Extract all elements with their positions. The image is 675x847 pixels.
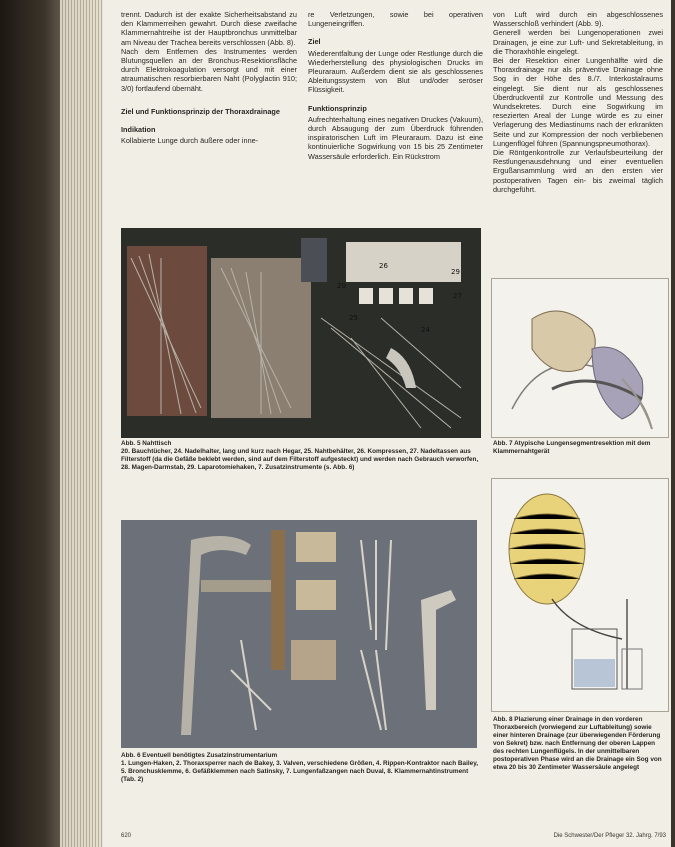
- paragraph: Generell werden bei Lungenoperationen zwei Drainagen, je eine zur Luft- und Sekretableitung, in die Thoraxhöhle eingelegt.: [493, 28, 663, 56]
- paragraph: re Verletzungen, sowie bei operativen Lungeneingriffen.: [308, 10, 483, 29]
- photo-label: 24: [421, 326, 430, 334]
- subsection-heading: Indikation: [121, 125, 156, 135]
- caption-text: 1. Lungen-Haken, 2. Thoraxsperrer nach de Bakey, 3. Valven, verschiedene Größen, 4. Rippen-Kontraktor nach Bailey, 5. Bronchusklemme, 6. Gefäßklemmen nach Satinsky, 7. Lungenfaßzangen nach Duval, 8. Klammernahtinstrument (Tab. 2): [121, 760, 479, 783]
- photo-instrument-table: [121, 228, 481, 438]
- photo-label: 20: [337, 282, 346, 290]
- photo-label: 26: [379, 262, 388, 270]
- illustration-thorax-drainage: [491, 478, 669, 712]
- caption-title: Abb. 5 Nahttisch: [121, 440, 172, 447]
- document-page: [103, 0, 671, 847]
- text-column-middle: [308, 10, 483, 161]
- photo-label: 29: [451, 268, 460, 276]
- photo-label: 25: [349, 314, 358, 322]
- text-column-right: [493, 10, 663, 194]
- illustration-lung-resection: [491, 278, 669, 438]
- subsection-heading: Ziel: [308, 37, 321, 47]
- text-column-left: [121, 10, 297, 145]
- page-number: 620: [121, 833, 132, 839]
- paragraph: Wiederentfaltung der Lunge oder Restlunge durch die Wiederherstellung des physiologischen Drucks im Pleuraraum. Außerdem dient sie als geschlossenes Ableitungssystem von Blut und/oder seröser Flüssigkeit.: [308, 48, 483, 95]
- thorax-drainage-drawing: [492, 479, 668, 711]
- paragraph: Bei der Resektion einer Lungenhälfte wird die Thoraxdrainage nur als präventive Drainage ohne Sog in der Höhe des 8./7. Interkostalraums eingelegt. Sie dient nur als geschlossenes Überdruckventil zur Kontrolle und Messung des Wundsekretes. Durch eine Sogwirkung im resezierten Areal der Lunge würde es zu einer Verlagerung des Mediastinums nach der erkrankten Seite und zur Kompression der noch verbliebenen Lungenflügel führen (Spannungspneumothorax).: [493, 56, 663, 148]
- photo-label: 27: [453, 292, 462, 300]
- paragraph: Nach dem Entfernen des Instrumentes werden Blutungsquellen an der Bronchus-Resektionsfläche durch Elektrokoagulation versorgt und mit einer atraumatischen resorbierbaren Naht (Polyglactin 910; 3/0) fortlaufend übernäht.: [121, 46, 297, 93]
- figure-caption-8: Abb. 8 Plazierung einer Drainage in den vorderen Thoraxbereich (vorwiegend zur Luftableitung) sowie einer hinteren Drainage (zur überwiegenden Förderung von Sekret) bzw. nach Entfernung der oberen Lappen des rechten Lungenflügels. In der unmittelbaren postoperativen Phase wird an die Drainage ein Sog von etwa 20 bis 30 Zentimeter Wassersäule angelegt: [493, 716, 662, 771]
- paragraph: Die Röntgenkontrolle zur Verlaufsbeurteilung der Restlungenausdehnung und einer eventuellen Ergußansammlung wird an den ersten vier postoperativen Tagen ein- bis zweimal täglich durchgeführt.: [493, 148, 663, 194]
- subsection-heading: Funktionsprinzip: [308, 103, 367, 113]
- figure-caption-7: Abb. 7 Atypische Lungensegmentresektion mit dem Klammernahtgerät: [493, 440, 651, 455]
- journal-citation: Die Schwester/Der Pfleger 32. Jahrg. 7/93: [553, 833, 666, 839]
- section-heading: Ziel und Funktionsprinzip der Thoraxdrainage: [121, 106, 280, 116]
- caption-title: Abb. 6 Eventuell benötigtes Zusatzinstrumentarium: [121, 752, 278, 759]
- paragraph: trennt. Dadurch ist der exakte Sicherheitsabstand zu den Klammerreihen gewahrt. Durch diese zweifache Klammernahtreihe ist der Hauptbronchus unmittelbar am Niveau der Trachea bereits verschlossen (Abb. 8).: [121, 10, 297, 47]
- figure-caption-5: [121, 440, 481, 472]
- caption-text: 20. Bauchtücher, 24. Nadelhalter, lang und kurz nach Hegar, 25. Nahtbehälter, 26. Kompressen, 27. Nadeltassen aus Filterstoff (da die Gefäße beklebt werden, sind auf dem Filterstoff aufgesteckt) und werden nach Gebrauch verworfen, 28. Magen-Darmstab, 29. Laparotomiehaken, 7. Zusatzinstrumente (s. Abb. 6): [121, 448, 479, 471]
- photo-additional-instruments: [121, 520, 477, 748]
- instrument-table-illustration: [121, 228, 481, 438]
- paragraph: von Luft wird durch ein abgeschlossenes Wasserschloß verhindert (Abb. 9).: [493, 10, 663, 29]
- lung-resection-drawing: [492, 279, 668, 437]
- additional-instruments-illustration: [121, 520, 477, 748]
- paragraph: Kollabierte Lunge durch äußere oder inne-: [121, 136, 259, 146]
- page-edges: [60, 0, 108, 847]
- paragraph: Aufrechterhaltung eines negativen Druckes (Vakuum), durch Absaugung der zum Überdruck führenden inspiratorischen Luft im Pleuraraum. Dazu ist eine kontinuierliche Sogwirkung von 15 bis 25 Zentimeter Wassersäule erforderlich. Ein Rückstrom: [308, 114, 483, 161]
- figure-caption-6: [121, 752, 481, 784]
